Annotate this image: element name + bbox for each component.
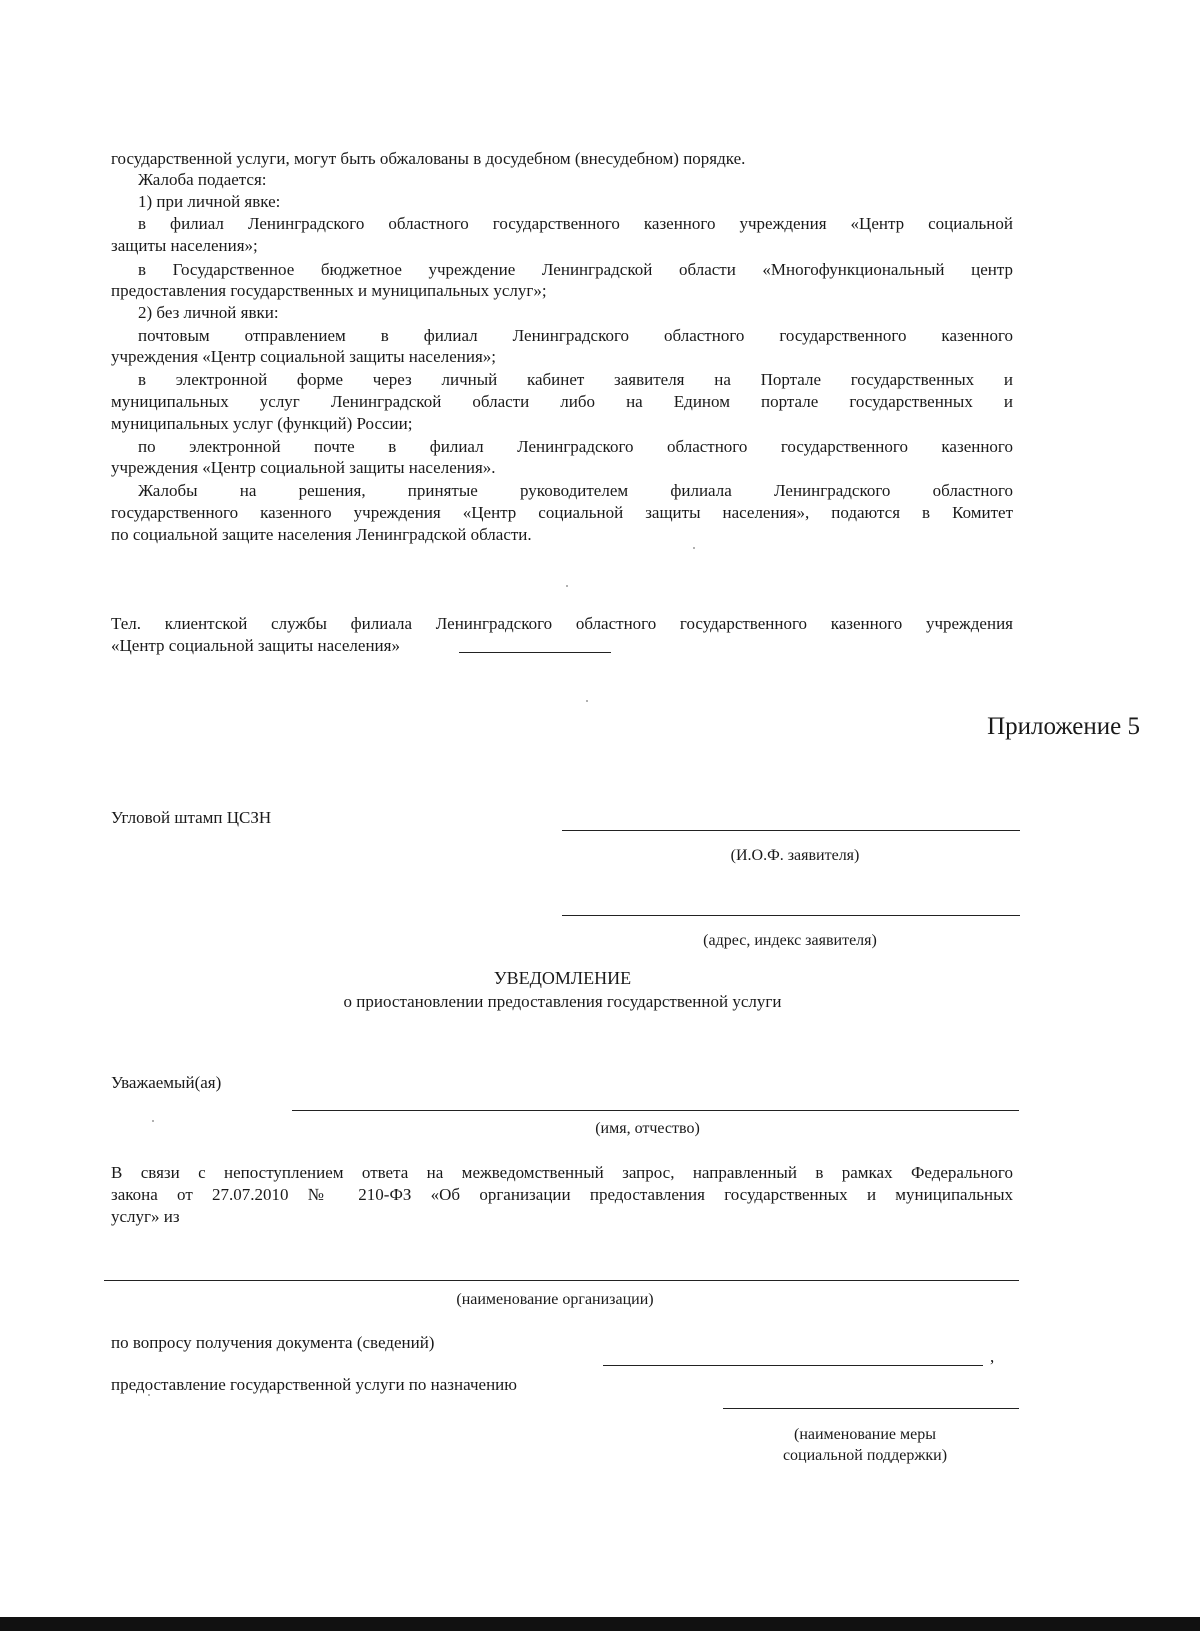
phone-label: Тел. клиентской службы филиала Ленинградского областного государственного казенного учреждения <box>111 614 1013 633</box>
body-line: В связи с непоступлением ответа на межведомственный запрос, направленный в рамках Федерального <box>111 1163 1013 1182</box>
text-line: государственного казенного учреждения «Центр социальной защиты населения», подаются в Комитет <box>111 503 1013 522</box>
text-line: муниципальных услуг Ленинградской области либо на Едином портале государственных и <box>111 392 1013 411</box>
text-line: по электронной почте в филиал Ленинградского областного государственного казенного <box>138 437 1013 456</box>
name-line <box>292 1110 1019 1111</box>
stamp-label: Угловой штамп ЦСЗН <box>111 808 272 827</box>
text-line: по социальной защите населения Ленинградской области. <box>111 525 532 544</box>
notice-subtitle: о приостановлении предоставления государственной услуги <box>343 992 782 1011</box>
text-line: учреждения «Центр социальной защиты населения». <box>111 458 496 477</box>
measure-line <box>723 1408 1019 1409</box>
scan-speck <box>586 700 588 702</box>
text-line: в Государственное бюджетное учреждение Ленинградской области «Многофункциональный центр <box>138 260 1013 279</box>
phone-blank <box>459 652 611 653</box>
measure-caption: социальной поддержки) <box>782 1447 948 1464</box>
notice-title: УВЕДОМЛЕНИЕ <box>493 968 632 988</box>
document-question-label: по вопросу получения документа (сведений) <box>111 1333 435 1352</box>
scan-speck <box>148 1394 150 1396</box>
applicant-fio-line <box>562 830 1020 831</box>
text-line: Жалобы на решения, принятые руководителем филиала Ленинградского областного <box>138 481 1013 500</box>
appendix-heading: Приложение 5 <box>987 713 1140 740</box>
text-line: почтовым отправлением в филиал Ленинградского областного государственного казенного <box>138 326 1013 345</box>
scan-speck <box>152 1120 154 1122</box>
name-caption: (имя, отчество) <box>595 1120 700 1137</box>
scan-speck <box>693 547 695 549</box>
body-line: услуг» из <box>111 1207 180 1226</box>
text-line: Жалоба подается: <box>138 170 267 189</box>
phone-label-cont: «Центр социальной защиты населения» <box>111 636 400 655</box>
address-caption: (адрес, индекс заявителя) <box>703 932 877 949</box>
body-line: закона от 27.07.2010 № 210-ФЗ «Об организации предоставления государственных и муниципальных <box>111 1185 1013 1204</box>
scan-edge <box>0 1617 1200 1631</box>
text-line: государственной услуги, могут быть обжалованы в досудебном (внесудебном) порядке. <box>111 149 746 168</box>
text-line: в филиал Ленинградского областного государственного казенного учреждения «Центр социальной <box>138 214 1013 233</box>
text-line: муниципальных услуг (функций) России; <box>111 414 413 433</box>
organization-line <box>104 1280 1019 1281</box>
text-line: 1) при личной явке: <box>138 192 281 211</box>
service-purpose-label: предоставление государственной услуги по назначению <box>111 1375 517 1394</box>
text-line: 2) без личной явки: <box>138 303 279 322</box>
text-line: защиты населения»; <box>111 236 258 255</box>
text-line: учреждения «Центр социальной защиты населения»; <box>111 347 496 366</box>
greeting-label: Уважаемый(ая) <box>111 1073 222 1092</box>
applicant-address-line <box>562 915 1020 916</box>
scan-speck <box>566 585 568 587</box>
fio-caption: (И.О.Ф. заявителя) <box>730 847 860 864</box>
document-line <box>603 1365 983 1366</box>
text-line: в электронной форме через личный кабинет заявителя на Портале государственных и <box>138 370 1013 389</box>
text-line: предоставления государственных и муниципальных услуг»; <box>111 281 547 300</box>
organization-caption: (наименование организации) <box>456 1291 654 1308</box>
measure-caption: (наименование меры <box>794 1426 936 1443</box>
comma: , <box>990 1347 995 1366</box>
